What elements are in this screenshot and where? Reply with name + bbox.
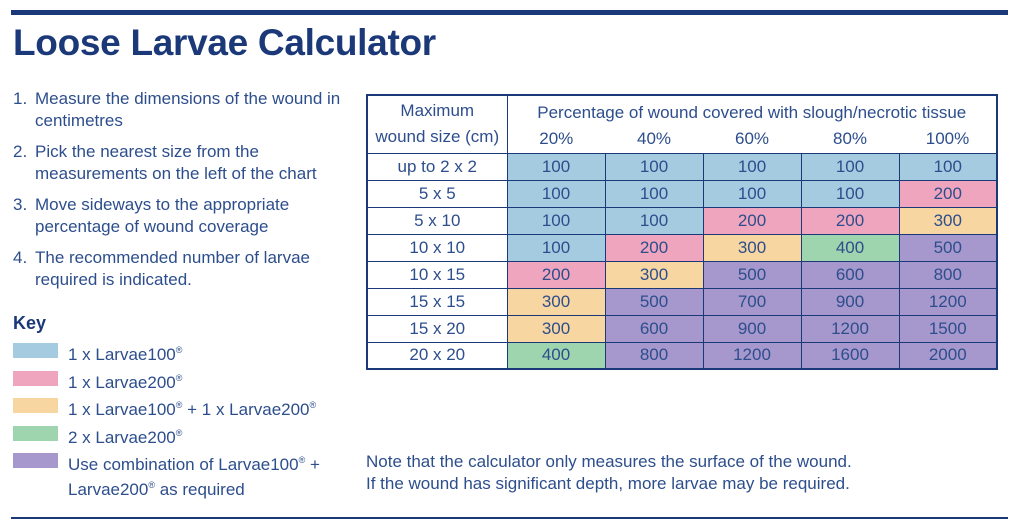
step-number: 4. [13, 248, 28, 267]
key-label-text: 1 x Larvae200 [68, 372, 176, 392]
larvae-count-cell: 1200 [703, 342, 801, 369]
table-row [367, 288, 997, 315]
wound-size-cell: 10 x 10 [367, 234, 507, 261]
bottom-rule [11, 517, 1008, 519]
larvae-count-cell: 400 [507, 342, 605, 369]
step-item [13, 194, 363, 238]
larvae-count-cell: 600 [801, 261, 899, 288]
depth-note [366, 451, 852, 495]
key-label [68, 368, 182, 393]
larvae-count-cell: 1500 [899, 315, 997, 342]
note-line: If the wound has significant depth, more larvae may be required. [366, 474, 850, 493]
larvae-count-cell: 100 [703, 153, 801, 180]
larvae-count-cell: 200 [605, 234, 703, 261]
larvae-count-cell: 100 [605, 180, 703, 207]
step-text: Measure the dimensions of the wound in centimetres [35, 89, 341, 130]
larvae-count-cell: 300 [899, 207, 997, 234]
larvae-count-cell: 100 [507, 234, 605, 261]
larvae-count-cell: 500 [703, 261, 801, 288]
table-row [367, 207, 997, 234]
key-label-text: + Larvae200 [68, 455, 320, 499]
key-label-text: Use combination of Larvae100 [68, 455, 299, 474]
larvae-count-cell: 100 [801, 153, 899, 180]
larvae-count-cell: 700 [703, 288, 801, 315]
table-row [367, 342, 997, 369]
larvae-count-cell: 2000 [899, 342, 997, 369]
step-text: Pick the nearest size from the measurements on the left of the chart [35, 142, 317, 183]
larvae-count-cell: 500 [899, 234, 997, 261]
key-swatch [13, 371, 58, 386]
note-line: Note that the calculator only measures the surface of the wound. [366, 452, 852, 471]
key-swatch [13, 343, 58, 358]
step-item [13, 141, 363, 185]
step-text: Move sideways to the appropriate percentage of wound coverage [35, 195, 290, 236]
key-item [13, 340, 363, 368]
larvae-calculator-table [366, 94, 998, 370]
larvae-count-cell: 200 [507, 261, 605, 288]
key-swatch [13, 398, 58, 413]
key-item [13, 395, 363, 423]
key-item [13, 450, 363, 499]
registered-mark: ® [148, 480, 155, 490]
table-row [367, 261, 997, 288]
key-label-text: + 1 x Larvae200 [182, 400, 310, 419]
larvae-count-cell: 400 [801, 234, 899, 261]
key-swatch [13, 453, 58, 468]
wound-size-cell: 20 x 20 [367, 342, 507, 369]
larvae-count-cell: 300 [507, 315, 605, 342]
larvae-count-cell: 900 [703, 315, 801, 342]
table-row [367, 315, 997, 342]
larvae-count-cell: 100 [605, 207, 703, 234]
wound-size-cell: 15 x 20 [367, 315, 507, 342]
key-label-text: 1 x Larvae100 [68, 400, 176, 419]
step-number: 2. [13, 142, 28, 161]
page-title: Loose Larvae Calculator [13, 22, 436, 63]
wound-size-cell: 5 x 5 [367, 180, 507, 207]
wound-size-cell: 15 x 15 [367, 288, 507, 315]
table-body [367, 153, 997, 369]
registered-mark: ® [175, 372, 183, 383]
larvae-count-cell: 1200 [899, 288, 997, 315]
key-heading: Key [13, 313, 47, 333]
larvae-count-cell: 1200 [801, 315, 899, 342]
larvae-count-cell: 100 [605, 153, 703, 180]
larvae-count-cell: 200 [801, 207, 899, 234]
larvae-count-cell: 100 [899, 153, 997, 180]
key-label [68, 395, 316, 420]
percentage-header: 20% [507, 125, 605, 153]
registered-mark: ® [298, 455, 306, 465]
larvae-count-cell: 800 [899, 261, 997, 288]
larvae-count-cell: 300 [703, 234, 801, 261]
coverage-header: Percentage of wound covered with slough/necrotic tissue [507, 95, 997, 125]
larvae-count-cell: 500 [605, 288, 703, 315]
larvae-count-cell: 300 [605, 261, 703, 288]
step-text: The recommended number of larvae required is indicated. [35, 248, 310, 289]
instruction-steps [13, 88, 363, 300]
wound-size-cell: 10 x 15 [367, 261, 507, 288]
larvae-count-cell: 100 [801, 180, 899, 207]
key-label-text: as required [154, 480, 245, 499]
top-rule [11, 10, 1008, 15]
key-label-text: 1 x Larvae100 [68, 345, 176, 364]
step-number: 1. [13, 89, 28, 108]
larvae-count-cell: 1600 [801, 342, 899, 369]
table-row [367, 234, 997, 261]
registered-mark: ® [175, 400, 183, 410]
registered-mark: ® [175, 427, 183, 438]
larvae-count-cell: 600 [605, 315, 703, 342]
key-label [68, 450, 358, 500]
wound-size-cell: up to 2 x 2 [367, 153, 507, 180]
key-item [13, 423, 363, 451]
registered-mark: ® [309, 400, 317, 410]
key-swatch [13, 426, 58, 441]
size-header-line: Maximum [400, 101, 475, 121]
percentage-header: 80% [801, 125, 899, 153]
larvae-count-cell: 100 [507, 180, 605, 207]
larvae-count-cell: 200 [703, 207, 801, 234]
larvae-count-cell: 900 [801, 288, 899, 315]
key-label-text: 2 x Larvae200 [68, 427, 176, 447]
table-row [367, 153, 997, 180]
step-item [13, 247, 363, 291]
size-column-header [367, 95, 507, 153]
larvae-count-cell: 800 [605, 342, 703, 369]
table-row [367, 180, 997, 207]
step-number: 3. [13, 195, 28, 214]
key-label [68, 340, 182, 365]
larvae-count-cell: 100 [507, 207, 605, 234]
key-label [68, 423, 182, 448]
larvae-count-cell: 300 [507, 288, 605, 315]
larvae-count-cell: 200 [899, 180, 997, 207]
key-legend [13, 340, 363, 499]
larvae-count-cell: 100 [507, 153, 605, 180]
percentage-header: 100% [899, 125, 997, 153]
wound-size-cell: 5 x 10 [367, 207, 507, 234]
registered-mark: ® [175, 345, 183, 355]
larvae-count-cell: 100 [703, 180, 801, 207]
step-item [13, 88, 363, 132]
percentage-header: 40% [605, 125, 703, 153]
size-header-line: wound size (cm) [375, 127, 500, 147]
key-item [13, 368, 363, 396]
percentage-header: 60% [703, 125, 801, 153]
